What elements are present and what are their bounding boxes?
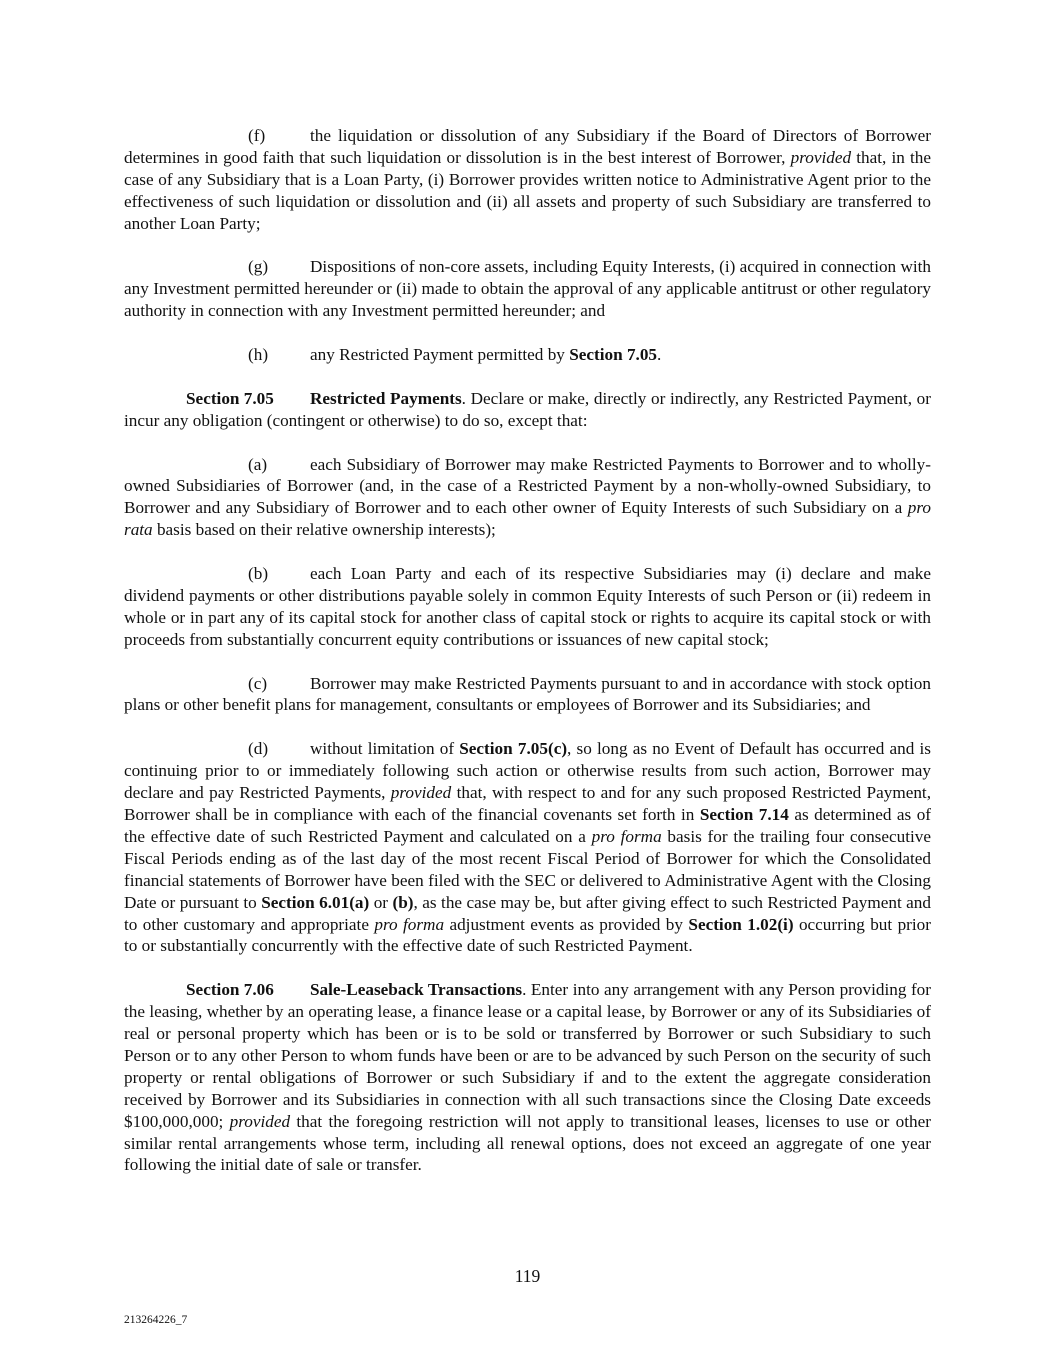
section-reference: Section 1.02(i) <box>688 914 794 934</box>
section-reference: Section 7.14 <box>699 804 789 824</box>
section-reference: (b) <box>392 892 414 912</box>
clause-label: (d) <box>248 739 269 759</box>
section-7-06: Section 7.06 Sale-Leaseback Transactions. Enter into any arrangement with any Person providing for the leasing, whether by an operating lease, a finance lease or a capital lease, by Borrower or any of its Subsidiaries of real or personal property which has been or is to be sold or transferred by Borrower or such Subsidiary to such Person or to any other Person to whom funds have been or are to be advanced by such Person on the security of such property or rental obligations of Borrower or such Subsidiary if and to the extent the aggregate consideration received by Borrower and its Subsidiaries in connection with all such transactions since the Closing Date exceeds $100,000,000; provided that the foregoing restriction will not apply to transitional leases, licenses to use or other similar rental arrangements whose term, including all renewal options, does not exceed an aggregate of one year following the initial date of sale or transfer. <box>124 980 931 1175</box>
clause-label: (f) <box>248 126 266 145</box>
clause-c: (c) Borrower may make Restricted Payments pursuant to and in accordance with stock option plans or other benefit plans for management, consultants or employees of Borrower and its Subsidiaries; and <box>124 673 931 715</box>
section-number: Section 7.06 <box>186 980 274 1000</box>
clause-g: (g) Dispositions of non-core assets, including Equity Interests, (i) acquired in connection with any Investment permitted hereunder or (ii) made to obtain the approval of any applicable antitrust or other regulatory authority in connection with any Investment permitted hereunder; and <box>124 257 932 321</box>
clause-label: (c) <box>248 673 268 693</box>
clause-label: (a) <box>248 454 268 474</box>
document-id: 213264226_7 <box>124 1314 188 1326</box>
page-number: 119 <box>514 1266 541 1286</box>
clause-d: (d) without limitation of Section 7.05(c), so long as no Event of Default has occurred and is continuing prior to or immediately following such action or otherwise results from such action, Borrower may declare and pay Restricted Payments, provided that, with respect to and for any such proposed Restricted Payment, Borrower shall be in compliance with each of the financial covenants set forth in Section 7.14 as determined as of the effective date of such Restricted Payment and calculated on a pro forma basis for the trailing four consecutive Fiscal Periods ending as of the last day of the most recent Fiscal Period of Borrower for which the Consolidated financial statements of Borrower have been filed with the SEC or delivered to Administrative Agent with the Closing Date or pursuant to Section 6.01(a) or (b), as the case may be, but after giving effect to such Restricted Payment and to other customary and appropriate pro forma adjustment events as provided by Section 1.02(i) occurring but prior to or substantially concurrently with the effective date of such Restricted Payment. <box>124 739 932 956</box>
clause-label: (g) <box>248 257 269 277</box>
clause-label: (h) <box>248 345 269 365</box>
clause-a: (a) each Subsidiary of Borrower may make Restricted Payments to Borrower and to wholly-owned Subsidiaries of Borrower (and, in the case of a Restricted Payment by a non-wholly-owned Subsidiary, to Borrower and any Subsidiary of Borrower and to each other owner of Equity Interests of such Subsidiary on a pro rata basis based on their relative ownership interests); <box>124 454 931 540</box>
section-title: Restricted Payments <box>310 388 462 408</box>
section-7-05: Section 7.05 Restricted Payments. Declare or make, directly or indirectly, any Restricted Payment, or incur any obligation (contingent or otherwise) to do so, except that: <box>124 388 931 430</box>
section-number: Section 7.05 <box>186 388 274 408</box>
clause-label: (b) <box>248 564 269 584</box>
section-reference: Section 7.05 <box>569 345 658 365</box>
clause-h: (h) any Restricted Payment permitted by Section 7.05. <box>248 345 662 365</box>
page-body <box>124 125 931 1176</box>
clause-f: (f) the liquidation or dissolution of any Subsidiary if the Board of Directors of Borrower determines in good faith that such liquidation or dissolution is in the best interest of Borrower, provided that, in the case of any Subsidiary that is a Loan Party, (i) Borrower provides written notice to Administrative Agent prior to the effectiveness of such liquidation or dissolution and (ii) all assets and property of such Subsidiary are transferred to another Loan Party; <box>124 126 931 233</box>
section-title: Sale-Leaseback Transactions <box>310 980 523 1000</box>
section-reference: Section 6.01(a) <box>261 892 370 912</box>
section-reference: Section 7.05(c) <box>459 739 568 759</box>
clause-b: (b) each Loan Party and each of its respective Subsidiaries may (i) declare and make dividend payments or other distributions payable solely in common Equity Interests of such Person or (ii) redeem in whole or in part any of its capital stock for another class of capital stock or rights to acquire its capital stock or with proceeds from substantially concurrent equity contributions or issuances of new capital stock; <box>124 564 931 649</box>
